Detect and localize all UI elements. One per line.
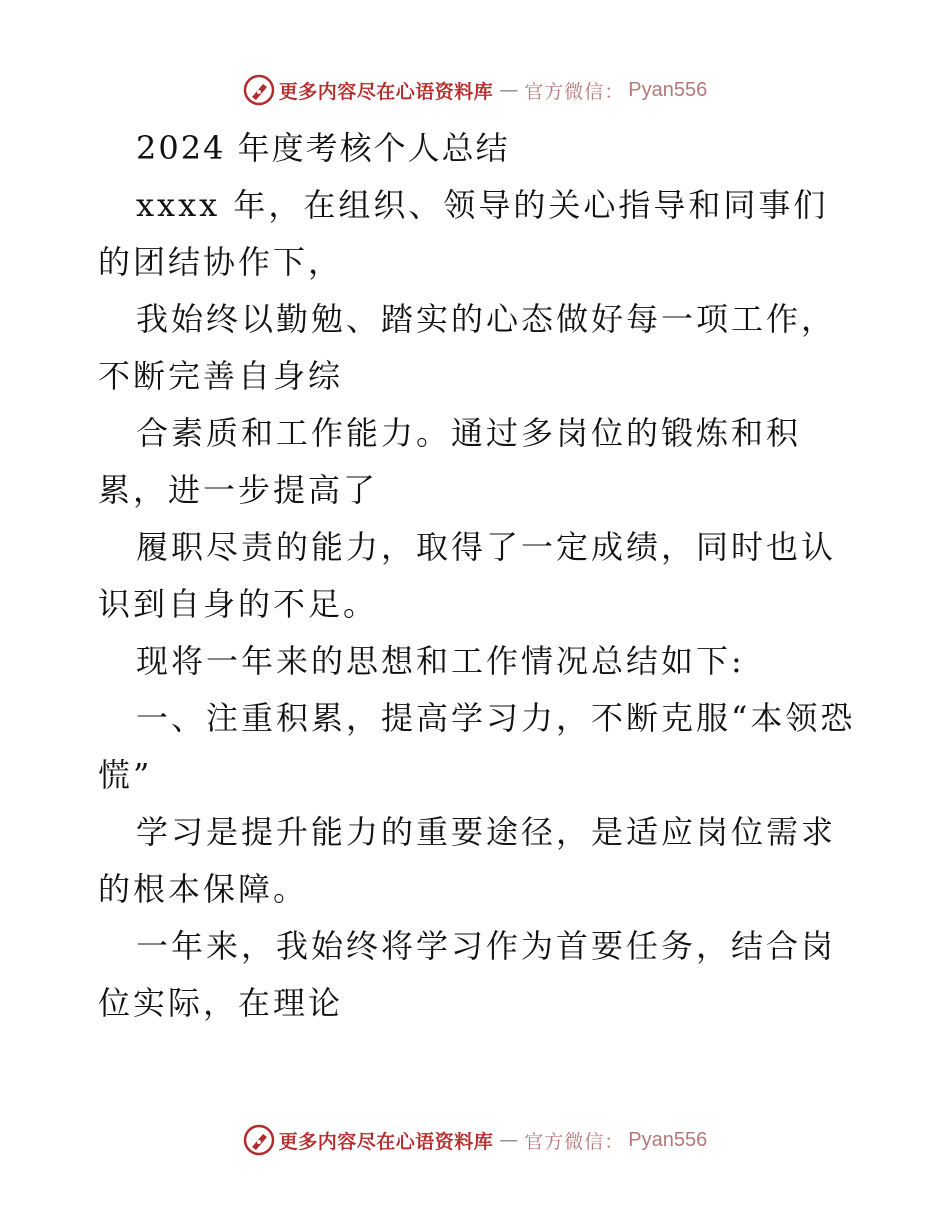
pen-nib-logo-icon bbox=[243, 74, 275, 106]
document-title: 2024 年度考核个人总结 bbox=[136, 129, 510, 167]
document-body bbox=[98, 120, 858, 1032]
footer-banner bbox=[0, 1120, 950, 1160]
paragraph: 现将一年来的思想和工作情况总结如下: bbox=[136, 642, 745, 680]
banner-wechat-label: 官方微信： bbox=[524, 80, 625, 103]
banner-wechat-label: 官方微信： bbox=[524, 1130, 625, 1153]
banner-wechat-id: Pyan556 bbox=[628, 78, 708, 101]
header-banner bbox=[0, 70, 950, 110]
paragraph: 我始终以勤勉、踏实的心态做好每一项工作，不断完善自身综 bbox=[98, 300, 837, 395]
banner-dash: — bbox=[499, 79, 519, 101]
section-heading: 一、注重积累，提高学习力，不断克服“本领恐慌” bbox=[98, 699, 856, 794]
banner-wechat-id: Pyan556 bbox=[628, 1128, 708, 1151]
pen-nib-logo-icon bbox=[243, 1124, 275, 1156]
paragraph: xxxx 年，在组织、领导的关心指导和同事们的团结协作下， bbox=[98, 186, 829, 281]
banner-slogan: 更多内容尽在心语资料库 bbox=[278, 1130, 494, 1153]
banner-dash: — bbox=[499, 1129, 519, 1151]
paragraph: 合素质和工作能力。通过多岗位的锻炼和积累，进一步提高了 bbox=[98, 414, 802, 509]
paragraph: 一年来，我始终将学习作为首要任务，结合岗位实际，在理论 bbox=[98, 927, 837, 1022]
paragraph: 履职尽责的能力，取得了一定成绩，同时也认识到自身的不足。 bbox=[98, 528, 837, 623]
banner-slogan: 更多内容尽在心语资料库 bbox=[278, 80, 494, 103]
paragraph: 学习是提升能力的重要途径，是适应岗位需求的根本保障。 bbox=[98, 813, 837, 908]
